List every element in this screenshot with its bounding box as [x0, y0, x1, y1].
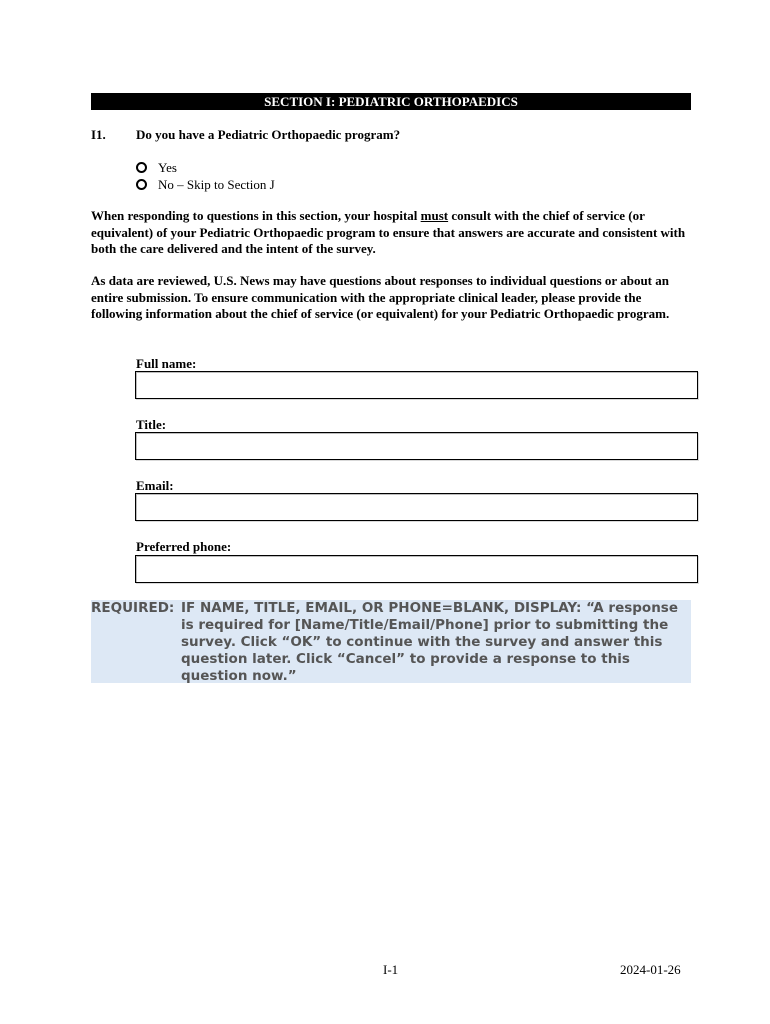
- footer-date: 2024-01-26: [620, 962, 681, 977]
- page-number: I-1: [383, 962, 399, 977]
- answer-options: [136, 159, 275, 193]
- instruction-paragraph: [91, 208, 693, 258]
- section-title: SECTION I: PEDIATRIC ORTHOPAEDICS: [91, 93, 691, 110]
- full-name-field[interactable]: [135, 371, 698, 399]
- phone-field[interactable]: [135, 555, 698, 583]
- title-label: Title:: [136, 417, 167, 432]
- emphasis-must: must: [420, 208, 449, 223]
- option-label: Yes: [158, 159, 177, 175]
- phone-label: Preferred phone:: [136, 539, 232, 554]
- contact-paragraph: As data are reviewed, U.S. News may have questions about responses to individual questions or about an entire submission. To ensure communication with the appropriate clinical leader, please provide the following information about the chief of service (or equivalent) for your Pediatric Orthopaedic program.: [91, 273, 670, 321]
- required-validation-note: [91, 600, 691, 683]
- full-name-label: Full name:: [136, 356, 197, 371]
- option-yes[interactable]: [136, 159, 275, 176]
- title-field[interactable]: [135, 432, 698, 460]
- question-text: Do you have a Pediatric Orthopaedic program?: [136, 127, 401, 142]
- radio-button-icon[interactable]: [136, 162, 147, 173]
- radio-button-icon[interactable]: [136, 179, 147, 190]
- required-key: REQUIRED:: [91, 600, 175, 616]
- email-field[interactable]: [135, 493, 698, 521]
- email-label: Email:: [136, 478, 174, 493]
- option-no[interactable]: [136, 176, 275, 193]
- instruction-part-1: When responding to questions in this section, your hospital: [91, 208, 421, 223]
- option-label: No – Skip to Section J: [158, 176, 275, 192]
- instruction-part-2: consult with the chief of service (or equivalent) of your Pediatric Orthopaedic program to ensure that answers are accurate and consistent with both the care delivered and the intent of the survey.: [91, 208, 686, 256]
- required-text: IF NAME, TITLE, EMAIL, OR PHONE=BLANK, DISPLAY: “A response is required for [Name/Title/Email/Phone] prior to submitting the survey. Click “OK” to continue with the survey and answer this question later. Click “Cancel” to provide a response to this question now.”: [181, 600, 679, 684]
- question-number: I1.: [91, 127, 106, 142]
